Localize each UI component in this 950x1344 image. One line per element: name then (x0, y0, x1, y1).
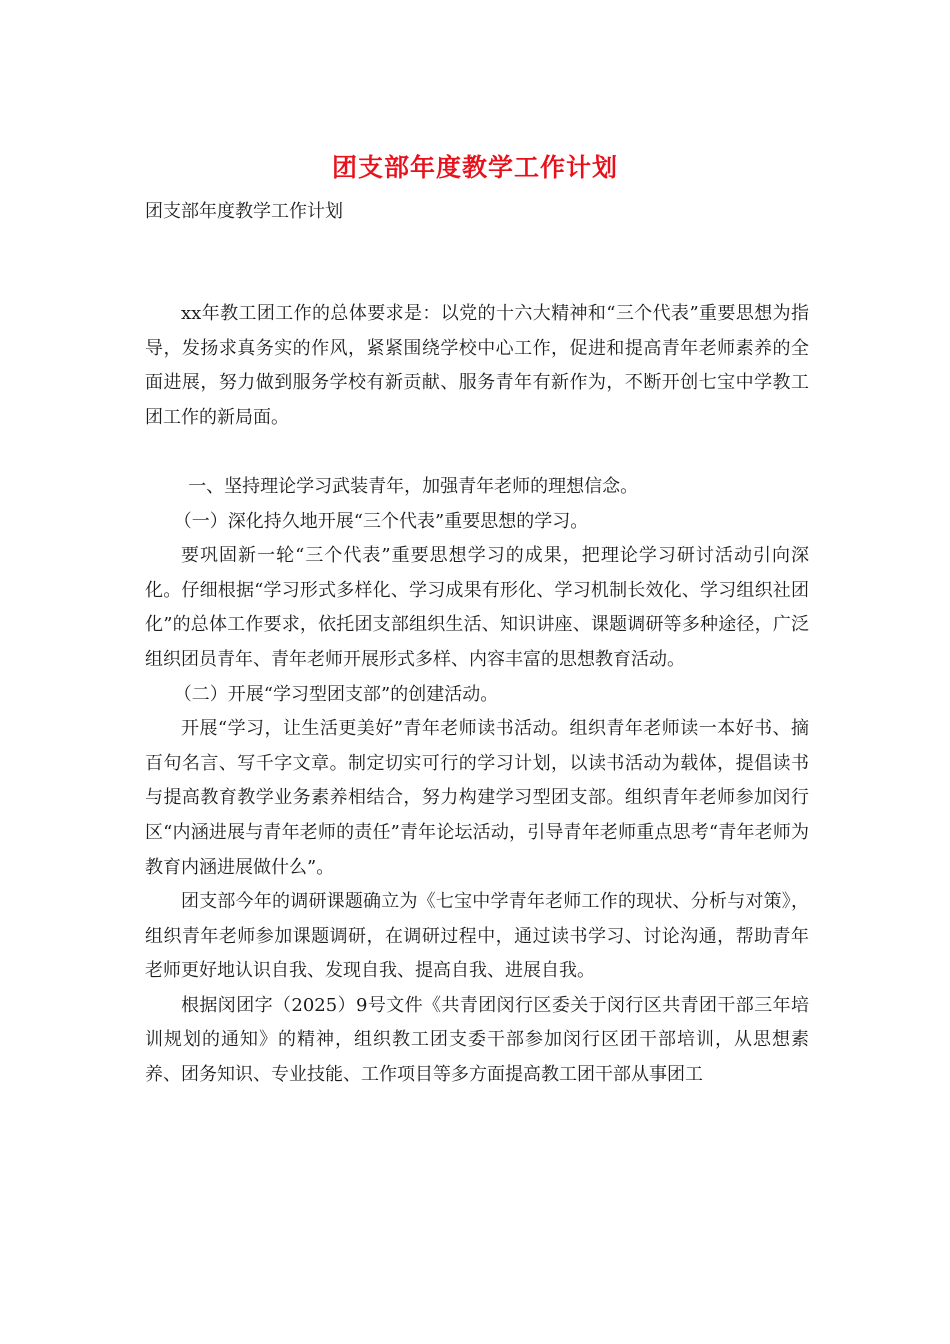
section-heading-1: 一、坚持理论学习武装青年，加强青年老师的理想信念。 (188, 475, 639, 497)
document-title: 团支部年度教学工作计划 (331, 153, 618, 182)
subsection-heading-2: （二）开展“学习型团支部”的创建活动。 (173, 683, 499, 705)
paragraph: 要巩固新一轮“三个代表”重要思想学习的成果，把理论学习研讨活动引向深化。仔细根据“学习形式多样化、学习成果有形化、学习机制长效化、学习组织社团化”的总体工作要求，依托团支部组织生活、知识讲座、课题调研等多种途径，广泛组织团员青年、青年老师开展形式多样、内容丰富的思想教育活动。 (145, 545, 809, 670)
paragraph: 开展“学习，让生活更美好”青年老师读书活动。组织青年老师读一本好书、摘百句名言、写千字文章。制定切实可行的学习计划，以读书活动为载体，提倡读书与提高教育教学业务素养相结合，努力构建学习型团支部。组织青年老师参加闵行区“内涵进展与青年老师的责任”青年论坛活动，引导青年老师重点思考“青年老师为教育内涵进展做什么”。 (145, 718, 809, 878)
paragraph: 团支部今年的调研课题确立为《七宝中学青年老师工作的现状、分析与对策》，组织青年老师参加课题调研，在调研过程中，通过读书学习、讨论沟通，帮助青年老师更好地认识自我、发现自我、提高自我、进展自我。 (145, 891, 809, 982)
paragraph: 根据闵团字（2025）9号文件《共青团闵行区委关于闵行区共青团干部三年培训规划的通知》的精神，组织教工团支委干部参加闵行区团干部培训，从思想素养、团务知识、专业技能、工作项目等多方面提高教工团干部从事团工 (145, 994, 809, 1086)
document-body (145, 297, 809, 1093)
paragraph-intro: xx年教工团工作的总体要求是：以党的十六大精神和“三个代表”重要思想为指导，发扬求真务实的作风，紧紧围绕学校中心工作，促进和提高青年老师素养的全面进展，努力做到服务学校有新贡献、服务青年有新作为，不断开创七宝中学教工团工作的新局面。 (145, 303, 809, 428)
subsection-heading-1: （一）深化持久地开展“三个代表”重要思想的学习。 (173, 510, 589, 532)
document-subtitle: 团支部年度教学工作计划 (145, 201, 343, 222)
